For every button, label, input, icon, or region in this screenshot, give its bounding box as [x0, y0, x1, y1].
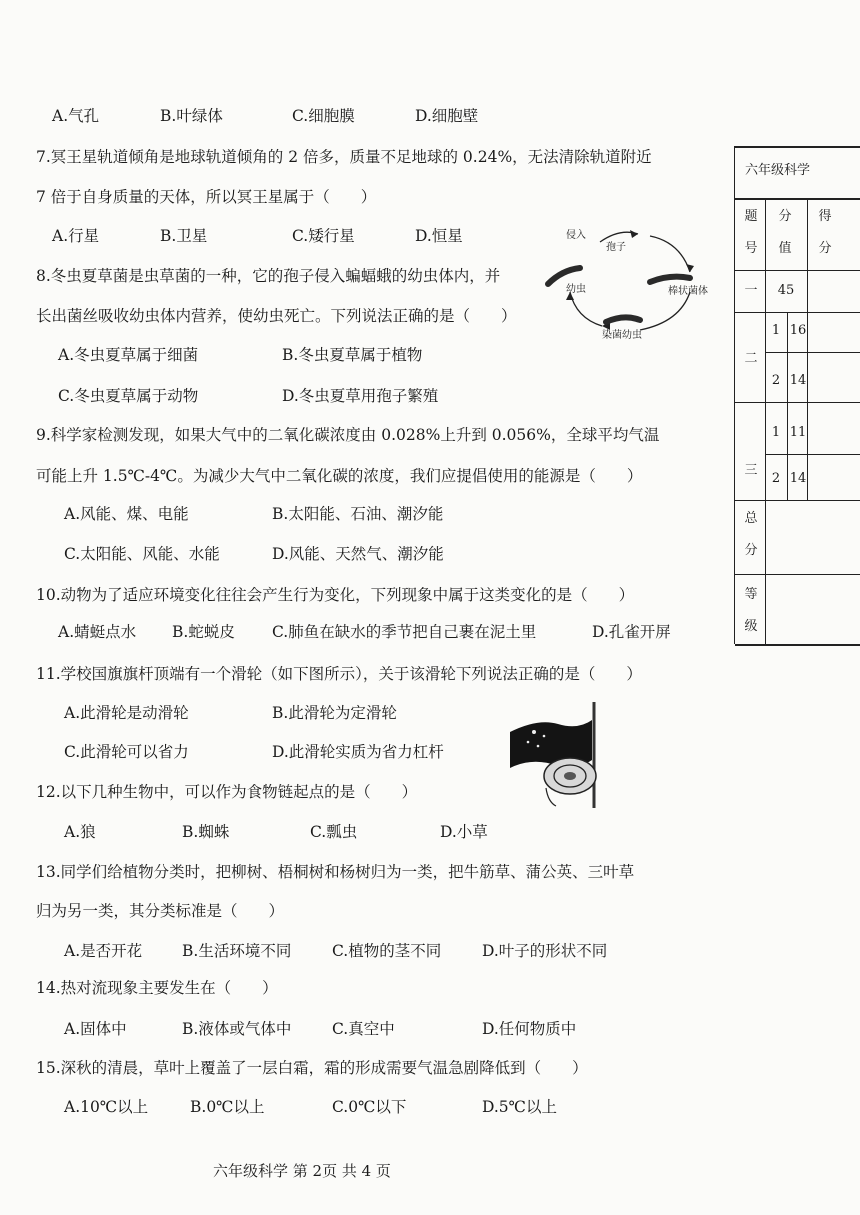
q7-options-a: A.行星: [52, 227, 100, 245]
q9-options-1-a: A.风能、煤、电能: [64, 505, 189, 523]
q15-options-c: C.0℃以下: [332, 1098, 407, 1116]
cordyceps-lifecycle-figure: [540, 222, 720, 350]
score-table-title: 六年级科学: [745, 163, 811, 178]
q9-line1: 9.科学家检测发现，如果大气中的二氧化碳浓度由 0.028%上升到 0.056%，全球平均气温: [36, 426, 660, 444]
q11-options-2-b: D.此滑轮实质为省力杠杆: [272, 743, 444, 761]
q13-line1: 13.同学们给植物分类时，把柳树、梧桐树和杨树归为一类，把牛筋草、蒲公英、三叶草: [36, 863, 635, 881]
q10-options-b: B.蛇蜕皮: [172, 623, 235, 641]
score-table: [734, 146, 860, 644]
total-char-1: 总: [744, 511, 758, 526]
q8-options-2-a: C.冬虫夏草属于动物: [58, 387, 199, 405]
row2-val2: 14: [789, 373, 807, 388]
q11-options-2-a: C.此滑轮可以省力: [64, 743, 189, 761]
q10-options-a: A.蜻蜓点水: [58, 623, 137, 641]
q12-line1: 12.以下几种生物中，可以作为食物链起点的是（ ）: [36, 783, 418, 801]
header-tihao-1: 题: [744, 209, 758, 224]
q12-options-c: C.瓢虫: [310, 823, 358, 841]
q11-options-1-b: B.此滑轮为定滑轮: [272, 704, 397, 722]
q9-options-2-a: C.太阳能、风能、水能: [64, 545, 220, 563]
q8-options-1-a: A.冬虫夏草属于细菌: [58, 346, 199, 364]
row2-sub2: 2: [771, 373, 781, 388]
q10-options-d: D.孔雀开屏: [592, 623, 671, 641]
q6-options-a: A.气孔: [52, 107, 100, 125]
q14-options-b: B.液体或气体中: [182, 1020, 292, 1038]
q12-options-b: B.蜘蛛: [182, 823, 230, 841]
q15-options-b: B.0℃以上: [190, 1098, 265, 1116]
q9-options-2-b: D.风能、天然气、潮汐能: [272, 545, 444, 563]
q14-options-d: D.任何物质中: [482, 1020, 577, 1038]
fruiting-body-icon: [650, 277, 690, 282]
infected-larva-icon: [606, 317, 640, 322]
grade-char-1: 等: [744, 587, 758, 602]
label-larva: 幼虫: [566, 284, 586, 295]
header-defen-1: 得: [818, 209, 832, 224]
q9-options-1-b: B.太阳能、石油、潮汐能: [272, 505, 444, 523]
row1-value: 45: [777, 283, 795, 298]
q8-line1: 8.冬虫夏草菌是虫草菌的一种，它的孢子侵入蝙蝠蛾的幼虫体内，并: [36, 267, 501, 285]
header-defen-2: 分: [818, 241, 832, 256]
page-footer: 六年级科学 第 2页 共 4 页: [213, 1162, 391, 1180]
header-tihao-2: 号: [744, 241, 758, 256]
q6-options-b: B.叶绿体: [160, 107, 223, 125]
q13-options-c: C.植物的茎不同: [332, 942, 442, 960]
q14-options-c: C.真空中: [332, 1020, 395, 1038]
row3-val1: 11: [789, 425, 807, 440]
q7-options-c: C.矮行星: [292, 227, 355, 245]
q11-options-1-a: A.此滑轮是动滑轮: [64, 704, 189, 722]
q7-line2: 7 倍于自身质量的天体，所以冥王星属于（ ）: [36, 188, 377, 206]
q13-line2: 归为另一类，其分类标准是（ ）: [36, 902, 285, 920]
q7-options-d: D.恒星: [415, 227, 463, 245]
q6-options-d: D.细胞壁: [415, 107, 479, 125]
q13-options-d: D.叶子的形状不同: [482, 942, 608, 960]
q11-line1: 11.学校国旗旗杆顶端有一个滑轮（如下图所示），关于该滑轮下列说法正确的是（ ）: [36, 665, 642, 683]
header-fenzhi-1: 分: [778, 209, 792, 224]
q10-line1: 10.动物为了适应环境变化往往会产生行为变化，下列现象中属于这类变化的是（ ）: [36, 586, 635, 604]
row1-label: 一: [744, 283, 758, 298]
q10-options-c: C.肺鱼在缺水的季节把自己裹在泥土里: [272, 623, 537, 641]
grade-char-2: 级: [744, 619, 758, 634]
flagpole-pulley-figure: [508, 702, 608, 808]
q6-options-c: C.细胞膜: [292, 107, 355, 125]
q9-line2: 可能上升 1.5℃-4℃。为减少大气中二氧化碳的浓度，我们应提倡使用的能源是（ ）: [36, 467, 643, 485]
q15-line1: 15.深秋的清晨，草叶上覆盖了一层白霜，霜的形成需要气温急剧降低到（ ）: [36, 1059, 588, 1077]
row3-sub1: 1: [771, 425, 781, 440]
header-fenzhi-2: 值: [778, 241, 792, 256]
row2-sub1: 1: [771, 323, 781, 338]
q15-options-d: D.5℃以上: [482, 1098, 558, 1116]
larva-icon: [548, 268, 580, 284]
q8-options-1-b: B.冬虫夏草属于植物: [282, 346, 423, 364]
row2-label: 二: [744, 351, 758, 366]
q12-options-d: D.小草: [440, 823, 488, 841]
q14-line1: 14.热对流现象主要发生在（ ）: [36, 979, 278, 997]
label-fruiting-body: 棒状菌体: [668, 286, 708, 297]
label-infected-larva: 染菌幼虫: [602, 330, 642, 341]
q13-options-b: B.生活环境不同: [182, 942, 292, 960]
label-spore: 孢子: [606, 242, 626, 253]
row3-sub2: 2: [771, 471, 781, 486]
q7-line1: 7.冥王星轨道倾角是地球轨道倾角的 2 倍多，质量不足地球的 0.24%，无法清除轨道附近: [36, 148, 652, 166]
label-invade: 侵入: [566, 230, 586, 241]
total-char-2: 分: [744, 543, 758, 558]
q14-options-a: A.固体中: [64, 1020, 127, 1038]
q15-options-a: A.10℃以上: [64, 1098, 149, 1116]
row2-val1: 16: [789, 323, 807, 338]
q13-options-a: A.是否开花: [64, 942, 143, 960]
q7-options-b: B.卫星: [160, 227, 208, 245]
row3-val2: 14: [789, 471, 807, 486]
q12-options-a: A.狼: [64, 823, 96, 841]
q8-line2: 长出菌丝吸收幼虫体内营养，使幼虫死亡。下列说法正确的是（ ）: [36, 307, 517, 325]
q8-options-2-b: D.冬虫夏草用孢子繁殖: [282, 387, 439, 405]
row3-label: 三: [744, 463, 758, 478]
